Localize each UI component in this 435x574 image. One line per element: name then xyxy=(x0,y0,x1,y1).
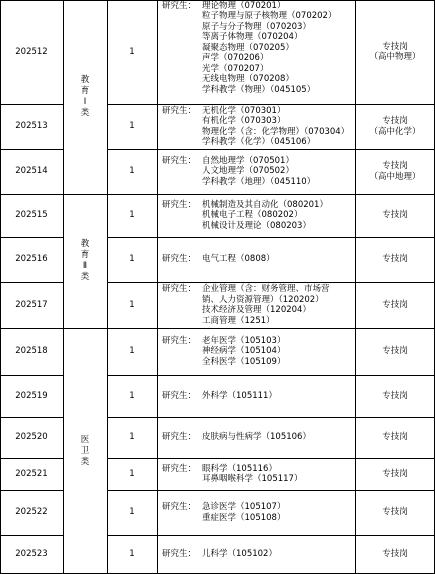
row-divider xyxy=(0,194,435,195)
major-list xyxy=(202,284,330,326)
row-divider xyxy=(107,149,435,150)
row-divider xyxy=(0,149,63,150)
hiring-count: 1 xyxy=(129,210,135,221)
position-type-line: 专技岗 xyxy=(382,549,408,560)
major-item: 凝聚态物理（070205） xyxy=(202,42,294,53)
category-label: 教 育 Ⅰ 类 xyxy=(80,75,90,118)
position-type-line: （高中地理） xyxy=(369,171,421,182)
major-item: 企业管理（含：财务管理、市场营 xyxy=(202,284,330,294)
position-type-line: 专技岗 xyxy=(382,116,408,126)
major-list xyxy=(202,156,315,188)
position-type-line: 专技岗 xyxy=(382,346,408,357)
major-item: 自然地理学（070501） xyxy=(202,155,294,166)
column-divider xyxy=(0,0,1,574)
position-type xyxy=(355,469,435,480)
major-item: 有机化学（070303） xyxy=(202,116,286,126)
category-label: 教 育 Ⅱ 类 xyxy=(80,239,90,282)
position-type xyxy=(355,549,435,560)
degree-prefix: 研究生： xyxy=(162,390,197,401)
position-type-line: 专技岗 xyxy=(382,432,408,443)
row-divider xyxy=(107,535,435,536)
major-item: 无线电物理（070208） xyxy=(202,74,294,84)
column-divider xyxy=(157,0,158,574)
position-type-line: 专技岗 xyxy=(382,161,408,171)
row-divider xyxy=(107,282,435,283)
hiring-count: 1 xyxy=(129,346,135,357)
degree-prefix: 研究生： xyxy=(162,254,197,265)
position-code: 202515 xyxy=(15,210,48,221)
position-type-line: 专技岗 xyxy=(382,507,408,518)
major-list xyxy=(202,432,311,443)
hiring-count: 1 xyxy=(129,299,135,310)
position-type xyxy=(355,507,435,518)
position-type-line: 专技岗 xyxy=(382,254,408,265)
row-divider xyxy=(0,490,63,491)
degree-prefix: 研究生： xyxy=(162,432,197,443)
major-item: 工商管理（1251） xyxy=(202,315,275,326)
row-divider xyxy=(0,375,63,376)
major-list xyxy=(202,502,285,523)
category-label: 医 卫 类 xyxy=(80,434,90,467)
major-list xyxy=(202,254,275,265)
position-code: 202523 xyxy=(15,549,48,560)
major-list xyxy=(202,200,328,232)
hiring-count: 1 xyxy=(129,254,135,265)
position-code: 202516 xyxy=(15,254,48,265)
position-code: 202519 xyxy=(15,390,48,401)
degree-prefix: 研究生： xyxy=(162,199,197,210)
position-type xyxy=(355,254,435,265)
position-type xyxy=(355,300,435,311)
major-item: 学科教学（物理）（045105） xyxy=(202,84,316,95)
hiring-count: 1 xyxy=(129,432,135,443)
row-divider xyxy=(0,417,63,418)
major-item: 技术经济及管理（120204） xyxy=(202,305,311,315)
major-list xyxy=(202,336,285,368)
position-code: 202518 xyxy=(15,346,48,357)
hiring-count: 1 xyxy=(129,46,135,57)
row-divider xyxy=(0,328,435,329)
major-list xyxy=(202,391,277,402)
hiring-count: 1 xyxy=(129,121,135,132)
major-item: 声学（070206） xyxy=(202,53,269,63)
position-type xyxy=(355,210,435,221)
row-divider xyxy=(0,237,63,238)
major-item: 机械制造及其自动化（080201） xyxy=(202,199,328,210)
row-divider xyxy=(0,282,63,283)
major-item: 全科医学（105109） xyxy=(202,356,286,367)
major-item: 物理化学（含：化学物理）（070304） xyxy=(202,126,350,137)
hiring-count: 1 xyxy=(129,507,135,518)
major-item: 急诊医学（105107） xyxy=(202,502,286,512)
position-type xyxy=(355,391,435,402)
major-list xyxy=(202,549,277,560)
row-divider xyxy=(0,104,63,105)
row-divider xyxy=(107,458,435,459)
position-type-line: 专技岗 xyxy=(382,390,408,401)
column-divider xyxy=(107,0,108,574)
degree-prefix: 研究生： xyxy=(162,0,197,11)
major-item: 皮肤病与性病学（105106） xyxy=(202,432,311,443)
position-code: 202514 xyxy=(15,166,48,177)
major-item: 儿科学（105102） xyxy=(202,549,277,560)
major-list xyxy=(202,464,302,485)
row-divider xyxy=(107,490,435,491)
row-divider xyxy=(0,458,63,459)
major-item: 电气工程（0808） xyxy=(202,254,275,265)
position-type-line: 专技岗 xyxy=(382,41,408,52)
position-type xyxy=(355,116,435,137)
major-item: 光学（070207） xyxy=(202,63,269,74)
major-item: 理论物理（070201） xyxy=(202,0,286,11)
position-type-line: 专技岗 xyxy=(382,299,408,310)
degree-prefix: 研究生： xyxy=(162,284,197,294)
hiring-count: 1 xyxy=(129,166,135,177)
position-code: 202517 xyxy=(15,299,48,310)
hiring-count: 1 xyxy=(129,390,135,401)
position-type-line: 专技岗 xyxy=(382,210,408,221)
major-item: 粒子物理与原子核物理（070202） xyxy=(202,11,337,21)
row-divider xyxy=(107,375,435,376)
degree-prefix: 研究生： xyxy=(162,549,197,560)
degree-prefix: 研究生： xyxy=(162,155,197,166)
position-code: 202513 xyxy=(15,121,48,132)
position-code: 202520 xyxy=(15,432,48,443)
hiring-count: 1 xyxy=(129,549,135,560)
row-divider xyxy=(107,417,435,418)
major-item: 无机化学（070301） xyxy=(202,105,286,116)
row-divider xyxy=(0,535,63,536)
major-item: 原子与分子物理（070203） xyxy=(202,21,311,32)
major-item: 等离子体物理（070204） xyxy=(202,32,303,42)
major-item: 重症医学（105108） xyxy=(202,512,286,523)
position-type xyxy=(355,42,435,63)
major-item: 销、人力资源管理）（120202） xyxy=(202,294,324,305)
position-type xyxy=(355,432,435,443)
position-type xyxy=(355,161,435,182)
position-type-line: 专技岗 xyxy=(382,468,408,479)
major-item: 老年医学（105103） xyxy=(202,335,286,346)
major-item: 机械设计及理论（080203） xyxy=(202,220,311,231)
major-item: 人文地理学（070502） xyxy=(202,166,294,177)
major-item: 耳鼻咽喉科学（105117） xyxy=(202,474,303,484)
position-type-line: （高中物理） xyxy=(369,52,421,62)
column-divider xyxy=(355,0,356,574)
position-code: 202512 xyxy=(15,46,48,57)
major-list xyxy=(202,1,336,96)
degree-prefix: 研究生： xyxy=(162,105,197,116)
major-item: 神经病学（105104） xyxy=(202,346,286,357)
position-type xyxy=(355,346,435,357)
major-item: 学科教学（地理）（045110） xyxy=(202,176,316,187)
major-item: 外科学（105111） xyxy=(202,390,277,401)
degree-prefix: 研究生： xyxy=(162,335,197,346)
position-code: 202522 xyxy=(15,507,48,518)
position-type-line: （高中化学） xyxy=(369,126,421,137)
major-item: 眼科学（105116） xyxy=(202,463,277,474)
major-list xyxy=(202,106,349,148)
degree-prefix: 研究生： xyxy=(162,502,197,512)
row-divider xyxy=(107,237,435,238)
hiring-count: 1 xyxy=(129,468,135,479)
degree-prefix: 研究生： xyxy=(162,463,197,474)
major-item: 学科教学（化学）（045106） xyxy=(202,137,316,147)
position-code: 202521 xyxy=(15,468,48,479)
major-item: 机械电子工程（080202） xyxy=(202,210,303,221)
